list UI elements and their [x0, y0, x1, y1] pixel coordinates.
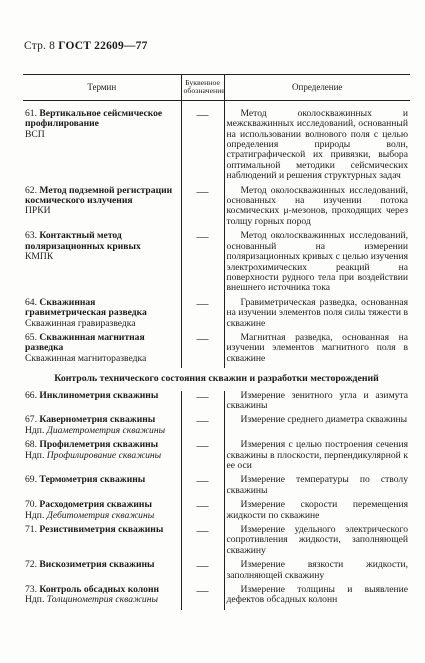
term-name: Контроль обсадных колонн — [39, 584, 160, 596]
table-row — [23, 440, 410, 471]
term-synonym — [25, 511, 179, 521]
deprecated-label: Ндп. — [25, 449, 47, 461]
term-name: Скважинная гравиметрическая разведка — [25, 296, 147, 319]
term-name: Метод подземной регистрации космического излучения — [25, 184, 173, 207]
term-name: Термометрия скважины — [39, 474, 146, 486]
term-cell — [23, 560, 181, 581]
term-synonym: ПРКИ — [25, 205, 51, 217]
table-row — [23, 231, 410, 293]
definition-text: Измерение температуры по стволу скважины — [226, 474, 408, 496]
table-row — [23, 415, 410, 436]
term-number: 68. — [25, 439, 37, 451]
term-synonym: ВСП — [25, 128, 45, 140]
abbreviation-cell — [181, 330, 224, 364]
abbreviation-cell — [181, 475, 224, 496]
table-row — [23, 585, 410, 606]
definition-text: Измерение среднего диаметра скважины — [240, 414, 408, 426]
table-row — [23, 525, 410, 556]
term-cell — [23, 186, 181, 228]
term-name: Скважинная магнитная разведка — [25, 331, 145, 354]
definition-cell — [224, 560, 410, 581]
abbreviation-cell — [181, 100, 224, 181]
abbreviation-dash: — — [196, 388, 209, 403]
abbreviation-dash: — — [196, 106, 209, 121]
abbreviation-dash: — — [196, 183, 209, 198]
table-row — [23, 100, 410, 181]
definition-cell — [224, 333, 410, 364]
term-name: Кавернометрия скважины — [39, 414, 156, 426]
column-header-term: Термин — [23, 75, 181, 101]
definition-cell — [224, 100, 410, 181]
term-name: Инклинометрия скважины — [39, 389, 159, 401]
term-cell — [23, 440, 181, 471]
term-name: Контактный метод поляризационных кривых — [25, 230, 141, 252]
term-number: 67. — [25, 414, 37, 426]
definition-cell — [224, 415, 410, 436]
abbreviation-cell — [181, 560, 224, 581]
definition-cell — [224, 585, 410, 606]
standard-number: ГОСТ 22609—77 — [58, 40, 148, 52]
abbreviation-cell — [181, 415, 224, 436]
column-header-definition: Определение — [224, 75, 410, 101]
abbreviation-cell — [181, 295, 224, 329]
abbreviation-cell — [181, 440, 224, 471]
abbreviation-cell — [181, 183, 224, 228]
term-number: 65. — [25, 331, 37, 343]
definition-cell — [224, 231, 410, 293]
deprecated-term: Толщинометрия скважины — [46, 594, 158, 606]
abbreviation-dash: — — [196, 523, 209, 538]
term-name: Вискозиметрия скважины — [39, 559, 155, 571]
term-cell — [23, 475, 181, 496]
term-number: 64. — [25, 296, 37, 308]
term-name: Вертикальное сейсмическое профилирование — [25, 107, 163, 130]
deprecated-label: Ндп. — [25, 594, 47, 606]
deprecated-term: Дебитометрия скважины — [46, 509, 155, 521]
section-title: Контроль технического состояния скважин и разработки месторождений — [54, 373, 379, 385]
abbreviation-dash: — — [196, 438, 209, 453]
definition-text: Гравиметрическая разведка, основанная на изучении элементов поля силы тяжести в скважине — [226, 296, 408, 329]
definition-cell — [224, 440, 410, 471]
definition-text: Измерения с целью построения сечения скважины в плоскости, перпендикулярной к ее оси — [226, 439, 408, 471]
definition-cell — [224, 298, 410, 329]
abbreviation-dash: — — [196, 330, 209, 345]
term-cell — [23, 100, 181, 181]
term-number: 73. — [25, 584, 37, 596]
abbreviation-dash: — — [196, 583, 209, 598]
definition-cell — [224, 525, 410, 556]
term-number: 62. — [25, 184, 37, 196]
abbreviation-dash: — — [196, 229, 209, 244]
deprecated-term: Диаметрометрия скважины — [46, 424, 166, 436]
column-header-abbr: Буквенное обозначение — [181, 75, 224, 101]
term-synonym: КМПК — [25, 251, 54, 263]
term-name: Резистивиметрия скважины — [39, 524, 164, 536]
table-row — [23, 500, 410, 521]
term-synonym — [25, 426, 179, 436]
definition-text: Метод околоскважинных исследований, основанных на изучении потока космических μ-мезонов, проходящих через толщу горных пород — [226, 184, 408, 227]
term-synonym — [25, 595, 179, 605]
definition-cell — [224, 500, 410, 521]
term-name: Профилеметрия скважины — [39, 439, 159, 451]
abbreviation-cell — [181, 585, 224, 606]
term-cell — [23, 298, 181, 329]
table-row — [23, 475, 410, 496]
table-header-row — [23, 75, 410, 101]
deprecated-label: Ндп. — [25, 509, 47, 521]
definition-text: Измерение вязкости жидкости, заполняющей скважину — [226, 559, 408, 581]
definition-text: Метод околоскважинных исследований, основанный на измерении поляризационных кривых с целью изучения электрохимических реакций на поверхности рудного тела при воздействии внешнего источника тока — [226, 230, 408, 294]
table-row — [23, 186, 410, 228]
page-number: Стр. 8 — [24, 40, 56, 52]
term-synonym: Скважинная магниторазведка — [25, 352, 147, 364]
term-cell — [23, 585, 181, 606]
definition-cell — [224, 391, 410, 412]
table-row — [23, 298, 410, 329]
table-row — [23, 391, 410, 412]
table-row — [23, 333, 410, 364]
abbreviation-cell — [181, 388, 224, 412]
deprecated-term: Профилирование скважины — [46, 449, 162, 461]
table-body — [23, 100, 410, 610]
definition-text: Измерение толщины и выявление дефектов обсадных колонн — [226, 584, 408, 606]
term-number: 72. — [25, 559, 37, 571]
term-synonym: Скважинная гравиразведка — [25, 317, 136, 329]
term-cell — [23, 415, 181, 436]
term-synonym — [25, 451, 179, 461]
term-number: 71. — [25, 524, 37, 536]
abbreviation-cell — [181, 525, 224, 556]
abbreviation-dash: — — [196, 295, 209, 310]
abbreviation-cell — [181, 231, 224, 293]
section-row — [23, 368, 410, 390]
abbreviation-dash: — — [196, 558, 209, 573]
term-cell — [23, 333, 181, 364]
term-cell — [23, 231, 181, 293]
abbreviation-dash: — — [196, 498, 209, 513]
definition-cell — [224, 186, 410, 228]
definition-text: Измерение удельного электрического сопротивления жидкости, заполняющей скважину — [226, 524, 408, 556]
term-number: 70. — [25, 499, 37, 511]
table-row — [23, 560, 410, 581]
term-cell — [23, 391, 181, 412]
definition-text: Метод околоскважинных и межскважинных исследований, основанный на использовании волнового поля с целью определения природы волн, стратиграфической их привязки, выбора оптимальной методики сейсмических наблюдений и решения структурных задач — [226, 107, 408, 182]
deprecated-label: Ндп. — [25, 424, 47, 436]
term-cell — [23, 500, 181, 521]
page-header — [24, 40, 148, 52]
definition-text: Измерение зенитного угла и азимута скважины — [226, 389, 408, 411]
definition-cell — [224, 475, 410, 496]
abbreviation-dash: — — [196, 473, 209, 488]
term-number: 63. — [25, 230, 37, 242]
definition-text: Измерение скорости перемещения жидкости по скважине — [226, 499, 408, 521]
term-number: 66. — [25, 389, 37, 401]
definition-text: Магнитная разведка, основанная на изучении элементов магнитного поля в скважине — [226, 331, 408, 364]
term-number: 61. — [25, 107, 37, 119]
abbreviation-dash: — — [196, 413, 209, 428]
row-gap — [23, 606, 410, 610]
terms-table — [23, 74, 410, 610]
term-name: Расходометрия скважины — [39, 499, 152, 511]
abbreviation-cell — [181, 500, 224, 521]
term-number: 69. — [25, 474, 37, 486]
term-cell — [23, 525, 181, 556]
